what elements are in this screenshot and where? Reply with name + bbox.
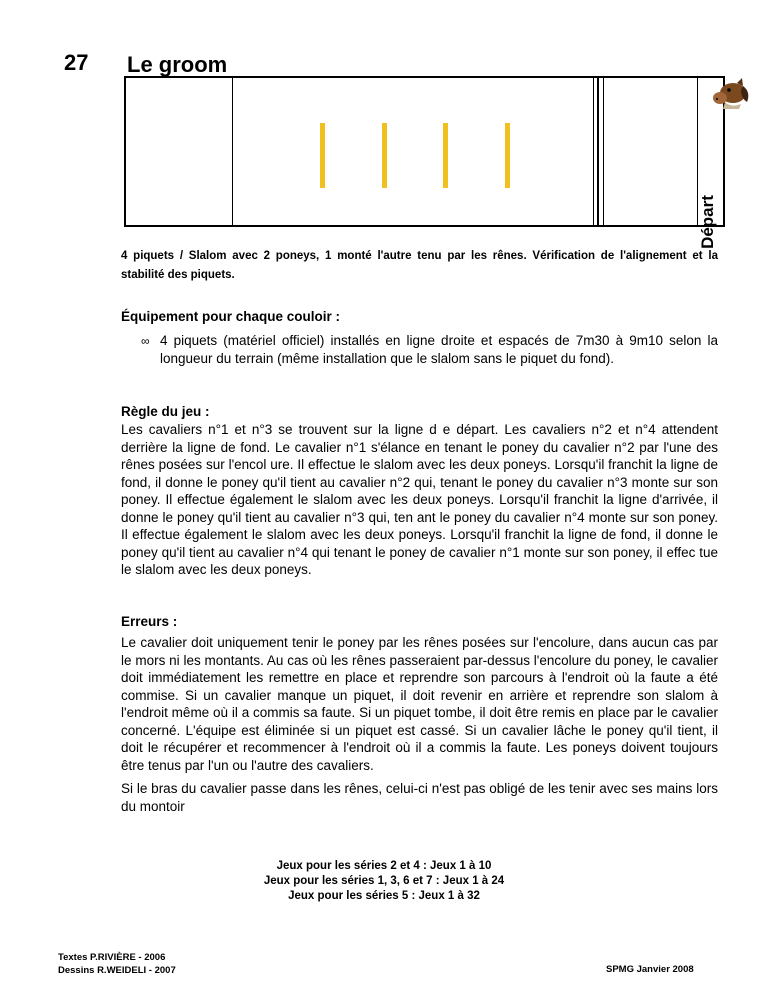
regle-heading: Règle du jeu : — [121, 404, 210, 419]
piquet-2 — [382, 123, 387, 188]
games-line: Jeux pour les séries 5 : Jeux 1 à 32 — [288, 890, 480, 902]
credit-drawings: Dessins R.WEIDELI - 2007 — [58, 965, 176, 976]
games-line: Jeux pour les séries 2 et 4 : Jeux 1 à 10 — [276, 860, 492, 872]
intro-text: 4 piquets / Slalom avec 2 poneys, 1 monté l'autre tenu par les rênes. Vérification de l'alignement et la stabilité des piquets. — [121, 250, 718, 281]
bullet-icon: ∞ — [141, 334, 150, 348]
piquet-1 — [320, 123, 325, 188]
start-line — [232, 78, 233, 225]
credit-text: Textes P.RIVIÈRE - 2006 — [58, 952, 166, 963]
erreurs-heading: Erreurs : — [121, 614, 178, 629]
game-number: 27 — [64, 50, 89, 75]
piquet-3 — [443, 123, 448, 188]
regle-text: Les cavaliers n°1 et n°3 se trouvent sur la ligne d e départ. Les cavaliers n°2 et n°4 attendent derrière la ligne de fond. Le cavalier n°1 s'élance en tenant le poney du cavalier n°2 par l'une des rênes posées sur l'encol ure. Il effectue le slalom avec les deux poneys. Lorsqu'il franchit la ligne de fond, il donne le poney qu'il tient au cavalier n°2 qui, tenant le poney du cavalier n°3 monte sur son poney. Il effectue également le slalom avec les deux poneys. Lorsqu'il franchit la ligne d'arrivée, il donne le poney qu'il tient au cavalier n°3 qui, ten ant le poney du cavalier n°4 monte sur son poney. Il effectue également le slalom avec les deux poneys. Lorsqu'il franchit la ligne de fond, il donne le poney qu'il tient au cavalier n°4 qui tenant le poney de cavalier n°1 monte sur son poney, il effec tue le slalom avec les deux poneys. — [121, 422, 718, 577]
equipement-heading: Équipement pour chaque couloir : — [121, 309, 341, 324]
erreurs-text: Le cavalier doit uniquement tenir le poney par les rênes posées sur l'encolure, dans aucun cas par le mors ni les montants. Au cas où les rênes passeraient par-dessus l'encolure du poney, le cavalier doit immédiatement les remettre en place et reprendre son parcours à l'endroit où la faute a été commise. Si un cavalier manque un piquet, il doit revenir en arrière et reprendre son slalom à l'endroit même où il a commis sa faute. Si un piquet tombe, il doit être remis en place par le cavalier concerné. L'équipe est éliminée si un piquet est cassé. Si un cavalier lâche le poney qu'il tient, il doit le récupérer et recommencer à l'endroit où il a commis la faute. Les poneys doivent toujours être tenus par l'un ou l'autre des cavaliers. — [121, 635, 718, 773]
end-line-1 — [593, 78, 594, 225]
games-line: Jeux pour les séries 1, 3, 6 et 7 : Jeux 1 à 24 — [263, 875, 505, 887]
page-title: Le groom — [127, 52, 228, 77]
horse-head-icon — [711, 78, 751, 110]
credits — [58, 951, 176, 977]
end-line-3 — [603, 78, 604, 225]
depart-text: Départ — [698, 195, 717, 249]
equipement-item: 4 piquets (matériel officiel) installés en ligne droite et espacés de 7m30 à 9m10 selon la longueur du terrain (même installation que le slalom sans le piquet du fond). — [160, 333, 718, 366]
erreurs-text-2: Si le bras du cavalier passe dans les rênes, celui-ci n'est pas obligé de les tenir avec ses mains lors du montoir — [121, 781, 718, 814]
footer-date: SPMG Janvier 2008 — [606, 964, 694, 975]
piquet-4 — [505, 123, 510, 188]
end-line-2 — [597, 78, 599, 225]
games-list — [0, 859, 768, 904]
field-diagram — [124, 76, 725, 249]
